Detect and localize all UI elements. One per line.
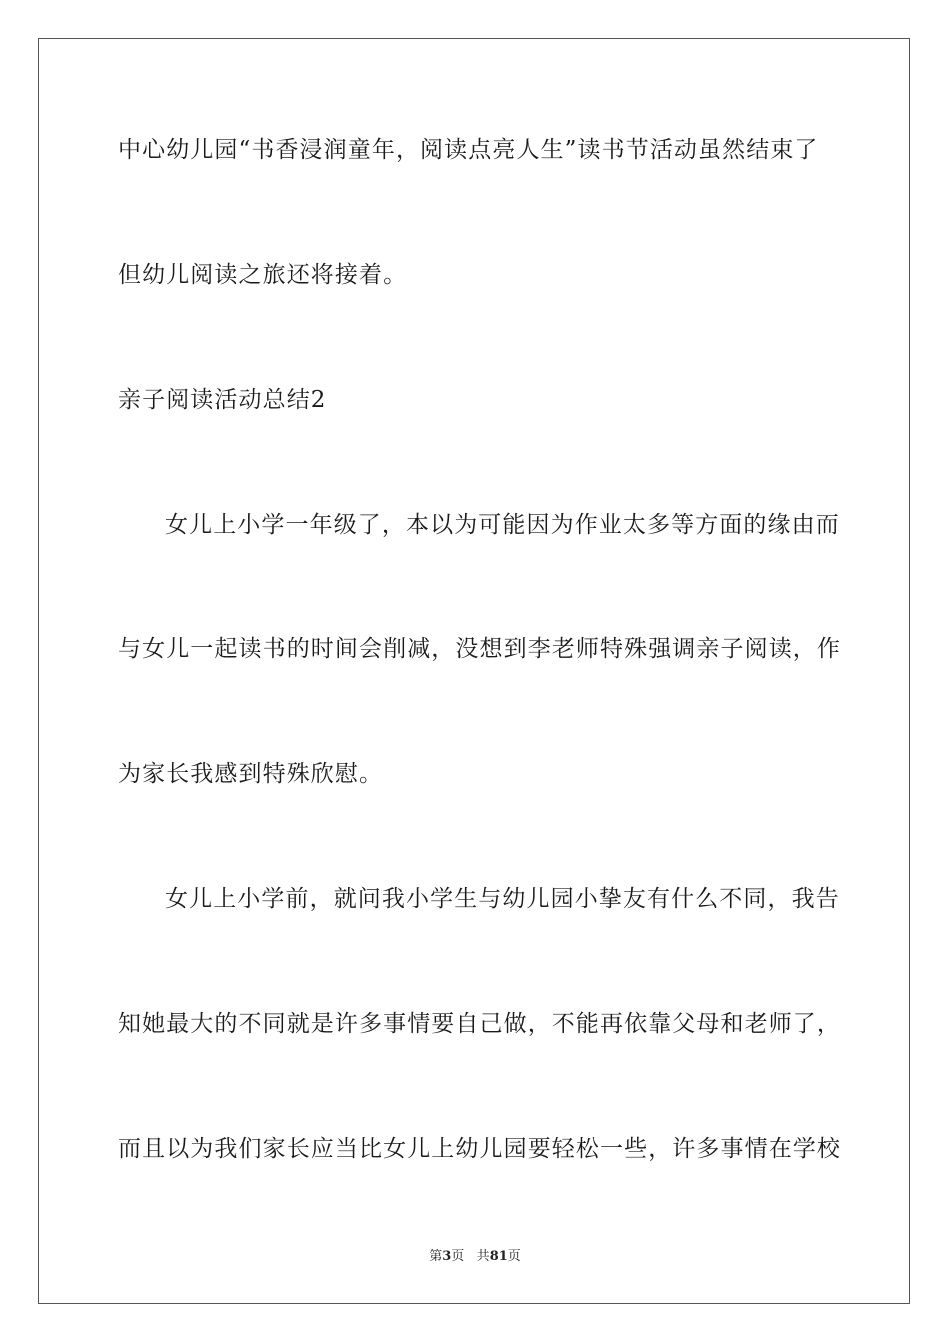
total-suffix: 页	[507, 1249, 521, 1264]
text-line-6: 为家长我感到特殊欣慰。	[118, 761, 384, 787]
page-border	[38, 38, 910, 1304]
text-line-1: 中心幼儿园“书香浸润童年，阅读点亮人生”读书节活动虽然结束了	[118, 137, 819, 163]
text-line-2: 但幼儿阅读之旅还将接着。	[118, 262, 408, 288]
page-number: 3	[442, 1249, 452, 1264]
total-prefix: 共	[476, 1249, 490, 1264]
text-line-9: 而且以为我们家长应当比女儿上幼儿园要轻松一些，许多事情在学校	[118, 1136, 841, 1162]
page-suffix: 页	[451, 1249, 465, 1264]
section-heading: 亲子阅读活动总结2	[118, 387, 327, 413]
page-footer	[0, 1248, 950, 1266]
text-line-5: 与女儿一起读书的时间会削减，没想到李老师特殊强调亲子阅读，作	[118, 636, 841, 662]
page-prefix: 第	[429, 1249, 443, 1264]
total-pages: 81	[489, 1249, 508, 1264]
text-line-4: 女儿上小学一年级了，本以为可能因为作业太多等方面的缘由而	[165, 512, 840, 538]
text-line-8: 知她最大的不同就是许多事情要自己做，不能再依靠父母和老师了，	[118, 1011, 841, 1037]
text-line-7: 女儿上小学前，就问我小学生与幼儿园小挚友有什么不同，我告	[165, 886, 840, 912]
